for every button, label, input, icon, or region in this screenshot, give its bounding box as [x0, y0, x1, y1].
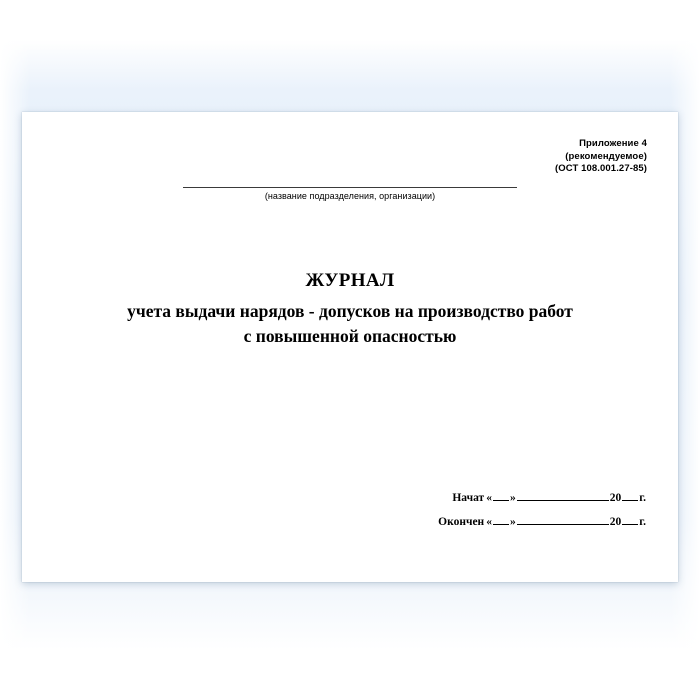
end-date-label: Окончен [438, 516, 485, 528]
start-quote-close: » [509, 492, 516, 504]
title-block [22, 270, 678, 347]
organization-caption: (название подразделения, организации) [264, 191, 436, 201]
end-year-suffix: г. [639, 516, 646, 528]
start-year-blank [622, 491, 638, 501]
document-page-content [22, 112, 678, 582]
organization-block [22, 186, 678, 201]
document-title: ЖУРНАЛ [305, 270, 395, 291]
end-quote-close: » [509, 516, 516, 528]
end-day-blank [493, 515, 509, 525]
start-date-label: Начат [452, 492, 485, 504]
annex-line-2: (рекомендуемое) [565, 150, 647, 162]
end-year-prefix: 20 [609, 516, 622, 528]
document-page [22, 112, 678, 582]
start-day-blank [493, 491, 509, 501]
start-month-blank [517, 491, 609, 501]
end-year-blank [622, 515, 638, 525]
end-quote-open: « [486, 516, 492, 528]
annex-block [555, 138, 647, 176]
end-date-row [438, 515, 646, 528]
dates-block [438, 491, 646, 528]
annex-line-3: (ОСТ 108.001.27-85) [555, 163, 647, 175]
document-subtitle-line-2: с повышенной опасностью [243, 326, 457, 346]
start-date-row [438, 491, 646, 504]
document-subtitle-line-1: учета выдачи нарядов - допусков на производство работ [127, 301, 573, 321]
start-quote-open: « [486, 492, 492, 504]
start-year-prefix: 20 [609, 492, 622, 504]
annex-line-1: Приложение 4 [579, 138, 647, 149]
organization-fill-line [183, 186, 517, 188]
start-year-suffix: г. [639, 492, 646, 504]
end-month-blank [517, 515, 609, 525]
